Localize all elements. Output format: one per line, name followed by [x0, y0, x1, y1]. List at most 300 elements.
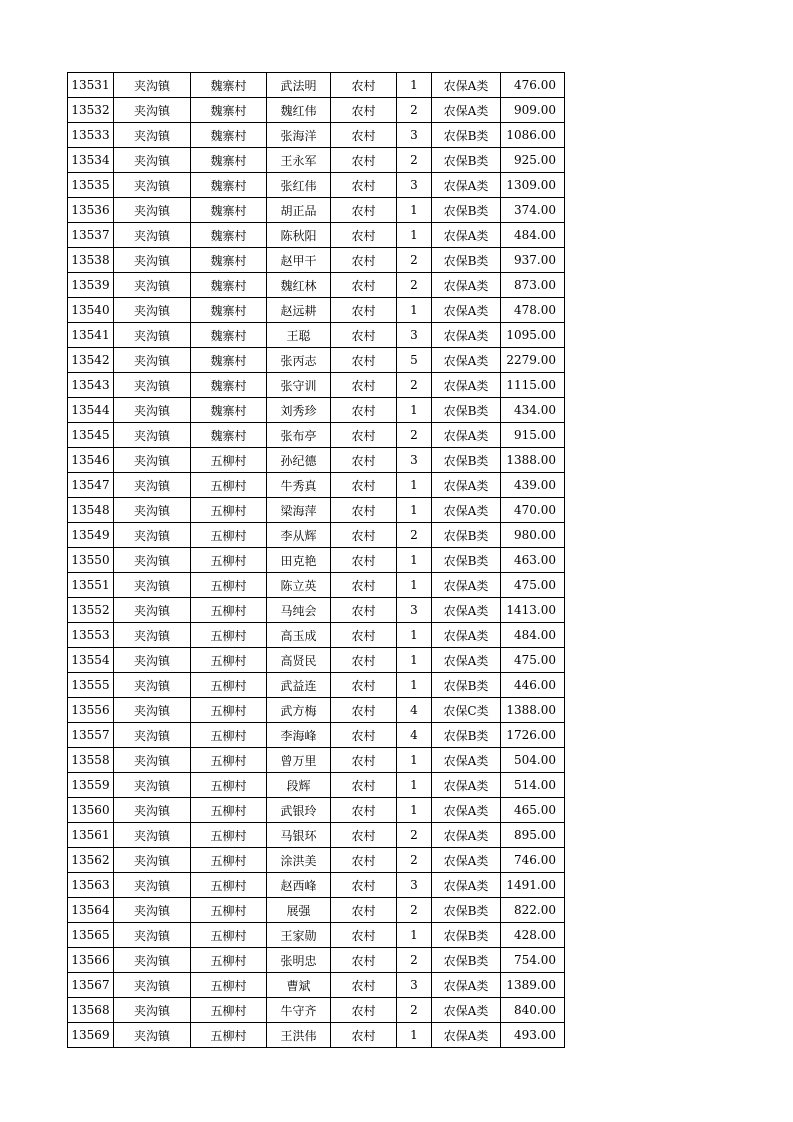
cell-name: 展强: [267, 898, 331, 923]
cell-village: 五柳村: [191, 773, 267, 798]
cell-count: 1: [397, 198, 432, 223]
cell-type: 农村: [331, 923, 397, 948]
cell-amount: 1388.00: [501, 448, 565, 473]
cell-village: 五柳村: [191, 1023, 267, 1048]
cell-count: 2: [397, 898, 432, 923]
cell-type: 农村: [331, 873, 397, 898]
cell-type: 农村: [331, 798, 397, 823]
cell-category: 农保A类: [432, 773, 501, 798]
cell-town: 夹沟镇: [114, 448, 191, 473]
cell-town: 夹沟镇: [114, 223, 191, 248]
cell-count: 1: [397, 298, 432, 323]
cell-amount: 446.00: [501, 673, 565, 698]
cell-amount: 1491.00: [501, 873, 565, 898]
cell-type: 农村: [331, 973, 397, 998]
table-row: [68, 923, 565, 948]
cell-count: 1: [397, 473, 432, 498]
cell-name: 陈秋阳: [267, 223, 331, 248]
table-row: [68, 273, 565, 298]
cell-type: 农村: [331, 498, 397, 523]
table-row: [68, 623, 565, 648]
table-row: [68, 873, 565, 898]
cell-id: 13539: [68, 273, 114, 298]
cell-name: 赵西峰: [267, 873, 331, 898]
cell-id: 13562: [68, 848, 114, 873]
cell-id: 13560: [68, 798, 114, 823]
cell-town: 夹沟镇: [114, 748, 191, 773]
cell-type: 农村: [331, 348, 397, 373]
cell-type: 农村: [331, 998, 397, 1023]
cell-type: 农村: [331, 848, 397, 873]
cell-town: 夹沟镇: [114, 923, 191, 948]
cell-village: 五柳村: [191, 498, 267, 523]
cell-village: 魏寨村: [191, 348, 267, 373]
cell-name: 王家勋: [267, 923, 331, 948]
cell-id: 13563: [68, 873, 114, 898]
cell-amount: 754.00: [501, 948, 565, 973]
cell-town: 夹沟镇: [114, 398, 191, 423]
cell-name: 张丙志: [267, 348, 331, 373]
cell-name: 武益连: [267, 673, 331, 698]
cell-town: 夹沟镇: [114, 873, 191, 898]
cell-amount: 1309.00: [501, 173, 565, 198]
cell-town: 夹沟镇: [114, 423, 191, 448]
cell-category: 农保A类: [432, 798, 501, 823]
cell-category: 农保A类: [432, 848, 501, 873]
cell-count: 1: [397, 573, 432, 598]
cell-count: 2: [397, 148, 432, 173]
cell-town: 夹沟镇: [114, 823, 191, 848]
cell-village: 五柳村: [191, 723, 267, 748]
cell-id: 13567: [68, 973, 114, 998]
cell-village: 五柳村: [191, 823, 267, 848]
cell-id: 13541: [68, 323, 114, 348]
cell-type: 农村: [331, 823, 397, 848]
cell-name: 张布亭: [267, 423, 331, 448]
cell-id: 13558: [68, 748, 114, 773]
cell-name: 张明忠: [267, 948, 331, 973]
cell-village: 魏寨村: [191, 398, 267, 423]
cell-town: 夹沟镇: [114, 723, 191, 748]
table-row: [68, 373, 565, 398]
cell-type: 农村: [331, 648, 397, 673]
cell-type: 农村: [331, 598, 397, 623]
cell-town: 夹沟镇: [114, 898, 191, 923]
cell-town: 夹沟镇: [114, 598, 191, 623]
table-row: [68, 123, 565, 148]
cell-amount: 1115.00: [501, 373, 565, 398]
cell-count: 1: [397, 623, 432, 648]
cell-type: 农村: [331, 623, 397, 648]
cell-count: 1: [397, 223, 432, 248]
table-row: [68, 223, 565, 248]
cell-id: 13549: [68, 523, 114, 548]
cell-category: 农保A类: [432, 298, 501, 323]
cell-name: 张红伟: [267, 173, 331, 198]
cell-village: 魏寨村: [191, 323, 267, 348]
cell-amount: 434.00: [501, 398, 565, 423]
cell-amount: 478.00: [501, 298, 565, 323]
cell-category: 农保A类: [432, 823, 501, 848]
cell-type: 农村: [331, 698, 397, 723]
cell-category: 农保A类: [432, 348, 501, 373]
cell-type: 农村: [331, 548, 397, 573]
table-row: [68, 448, 565, 473]
cell-town: 夹沟镇: [114, 473, 191, 498]
cell-category: 农保A类: [432, 748, 501, 773]
cell-town: 夹沟镇: [114, 848, 191, 873]
cell-village: 五柳村: [191, 623, 267, 648]
cell-amount: 475.00: [501, 648, 565, 673]
cell-id: 13569: [68, 1023, 114, 1048]
cell-village: 魏寨村: [191, 298, 267, 323]
cell-id: 13531: [68, 73, 114, 98]
table-row: [68, 598, 565, 623]
cell-village: 五柳村: [191, 973, 267, 998]
cell-id: 13532: [68, 98, 114, 123]
cell-type: 农村: [331, 148, 397, 173]
cell-count: 3: [397, 323, 432, 348]
cell-amount: 463.00: [501, 548, 565, 573]
cell-type: 农村: [331, 448, 397, 473]
cell-town: 夹沟镇: [114, 173, 191, 198]
cell-amount: 484.00: [501, 623, 565, 648]
cell-name: 孙纪德: [267, 448, 331, 473]
table-row: [68, 323, 565, 348]
cell-amount: 504.00: [501, 748, 565, 773]
cell-id: 13537: [68, 223, 114, 248]
cell-name: 王洪伟: [267, 1023, 331, 1048]
cell-id: 13543: [68, 373, 114, 398]
cell-town: 夹沟镇: [114, 648, 191, 673]
cell-category: 农保A类: [432, 323, 501, 348]
cell-id: 13550: [68, 548, 114, 573]
cell-category: 农保A类: [432, 373, 501, 398]
cell-amount: 895.00: [501, 823, 565, 848]
cell-town: 夹沟镇: [114, 198, 191, 223]
cell-count: 3: [397, 873, 432, 898]
cell-amount: 1413.00: [501, 598, 565, 623]
cell-village: 魏寨村: [191, 373, 267, 398]
cell-town: 夹沟镇: [114, 998, 191, 1023]
table-row: [68, 98, 565, 123]
cell-name: 武银玲: [267, 798, 331, 823]
cell-town: 夹沟镇: [114, 673, 191, 698]
cell-town: 夹沟镇: [114, 623, 191, 648]
cell-type: 农村: [331, 748, 397, 773]
cell-village: 五柳村: [191, 448, 267, 473]
cell-amount: 514.00: [501, 773, 565, 798]
cell-amount: 465.00: [501, 798, 565, 823]
table-row: [68, 723, 565, 748]
cell-amount: 493.00: [501, 1023, 565, 1048]
cell-town: 夹沟镇: [114, 948, 191, 973]
cell-village: 五柳村: [191, 873, 267, 898]
cell-count: 1: [397, 648, 432, 673]
cell-count: 5: [397, 348, 432, 373]
cell-town: 夹沟镇: [114, 523, 191, 548]
cell-category: 农保B类: [432, 123, 501, 148]
cell-name: 赵远耕: [267, 298, 331, 323]
cell-count: 3: [397, 973, 432, 998]
cell-name: 马银环: [267, 823, 331, 848]
cell-type: 农村: [331, 373, 397, 398]
cell-amount: 1726.00: [501, 723, 565, 748]
cell-name: 马纯会: [267, 598, 331, 623]
table-row: [68, 298, 565, 323]
cell-village: 魏寨村: [191, 148, 267, 173]
cell-category: 农保A类: [432, 498, 501, 523]
cell-type: 农村: [331, 1023, 397, 1048]
cell-name: 牛守齐: [267, 998, 331, 1023]
cell-name: 曹斌: [267, 973, 331, 998]
cell-amount: 1389.00: [501, 973, 565, 998]
cell-category: 农保A类: [432, 223, 501, 248]
cell-amount: 1388.00: [501, 698, 565, 723]
cell-category: 农保A类: [432, 598, 501, 623]
cell-amount: 475.00: [501, 573, 565, 598]
table-row: [68, 198, 565, 223]
cell-village: 五柳村: [191, 598, 267, 623]
cell-town: 夹沟镇: [114, 1023, 191, 1048]
cell-name: 牛秀真: [267, 473, 331, 498]
cell-id: 13566: [68, 948, 114, 973]
cell-id: 13540: [68, 298, 114, 323]
cell-name: 陈立英: [267, 573, 331, 598]
cell-category: 农保A类: [432, 473, 501, 498]
cell-town: 夹沟镇: [114, 73, 191, 98]
cell-amount: 873.00: [501, 273, 565, 298]
cell-category: 农保C类: [432, 698, 501, 723]
table-row: [68, 673, 565, 698]
cell-amount: 1095.00: [501, 323, 565, 348]
table-row: [68, 348, 565, 373]
cell-name: 武法明: [267, 73, 331, 98]
cell-name: 张海洋: [267, 123, 331, 148]
cell-count: 1: [397, 798, 432, 823]
table-row: [68, 248, 565, 273]
cell-id: 13557: [68, 723, 114, 748]
cell-count: 2: [397, 98, 432, 123]
cell-name: 李从辉: [267, 523, 331, 548]
cell-village: 五柳村: [191, 748, 267, 773]
cell-category: 农保A类: [432, 173, 501, 198]
cell-category: 农保A类: [432, 648, 501, 673]
cell-village: 五柳村: [191, 798, 267, 823]
cell-type: 农村: [331, 323, 397, 348]
cell-category: 农保A类: [432, 73, 501, 98]
cell-type: 农村: [331, 398, 397, 423]
cell-type: 农村: [331, 898, 397, 923]
table-row: [68, 573, 565, 598]
cell-category: 农保A类: [432, 273, 501, 298]
cell-id: 13551: [68, 573, 114, 598]
cell-id: 13545: [68, 423, 114, 448]
cell-count: 1: [397, 673, 432, 698]
cell-id: 13548: [68, 498, 114, 523]
cell-count: 1: [397, 748, 432, 773]
cell-village: 五柳村: [191, 948, 267, 973]
cell-town: 夹沟镇: [114, 573, 191, 598]
cell-village: 五柳村: [191, 473, 267, 498]
cell-id: 13538: [68, 248, 114, 273]
cell-type: 农村: [331, 773, 397, 798]
cell-count: 2: [397, 523, 432, 548]
cell-id: 13554: [68, 648, 114, 673]
cell-village: 魏寨村: [191, 73, 267, 98]
cell-id: 13536: [68, 198, 114, 223]
cell-count: 4: [397, 698, 432, 723]
cell-category: 农保A类: [432, 573, 501, 598]
cell-village: 五柳村: [191, 898, 267, 923]
cell-count: 1: [397, 1023, 432, 1048]
cell-id: 13559: [68, 773, 114, 798]
cell-type: 农村: [331, 73, 397, 98]
table-row: [68, 523, 565, 548]
cell-count: 1: [397, 773, 432, 798]
cell-name: 刘秀珍: [267, 398, 331, 423]
table-row: [68, 823, 565, 848]
cell-count: 2: [397, 848, 432, 873]
cell-category: 农保B类: [432, 923, 501, 948]
cell-id: 13535: [68, 173, 114, 198]
cell-category: 农保B类: [432, 948, 501, 973]
cell-count: 3: [397, 598, 432, 623]
cell-id: 13533: [68, 123, 114, 148]
table-body: [68, 73, 565, 1048]
cell-count: 3: [397, 123, 432, 148]
cell-village: 五柳村: [191, 848, 267, 873]
cell-village: 五柳村: [191, 698, 267, 723]
cell-amount: 374.00: [501, 198, 565, 223]
cell-town: 夹沟镇: [114, 698, 191, 723]
cell-type: 农村: [331, 248, 397, 273]
cell-village: 魏寨村: [191, 98, 267, 123]
cell-amount: 470.00: [501, 498, 565, 523]
cell-category: 农保A类: [432, 1023, 501, 1048]
table-row: [68, 848, 565, 873]
cell-name: 魏红伟: [267, 98, 331, 123]
table-row: [68, 898, 565, 923]
cell-village: 魏寨村: [191, 273, 267, 298]
cell-id: 13547: [68, 473, 114, 498]
cell-name: 田克艳: [267, 548, 331, 573]
cell-village: 魏寨村: [191, 248, 267, 273]
cell-village: 魏寨村: [191, 123, 267, 148]
cell-id: 13565: [68, 923, 114, 948]
cell-amount: 428.00: [501, 923, 565, 948]
cell-name: 曾万里: [267, 748, 331, 773]
cell-type: 农村: [331, 98, 397, 123]
cell-id: 13546: [68, 448, 114, 473]
cell-type: 农村: [331, 673, 397, 698]
cell-amount: 822.00: [501, 898, 565, 923]
cell-category: 农保B类: [432, 148, 501, 173]
cell-village: 魏寨村: [191, 198, 267, 223]
cell-town: 夹沟镇: [114, 298, 191, 323]
cell-type: 农村: [331, 223, 397, 248]
cell-town: 夹沟镇: [114, 98, 191, 123]
cell-town: 夹沟镇: [114, 973, 191, 998]
cell-id: 13556: [68, 698, 114, 723]
cell-count: 1: [397, 398, 432, 423]
cell-category: 农保B类: [432, 898, 501, 923]
cell-id: 13555: [68, 673, 114, 698]
cell-category: 农保A类: [432, 973, 501, 998]
cell-count: 2: [397, 823, 432, 848]
cell-count: 2: [397, 423, 432, 448]
cell-count: 2: [397, 948, 432, 973]
table-row: [68, 748, 565, 773]
table-row: [68, 73, 565, 98]
cell-amount: 909.00: [501, 98, 565, 123]
cell-town: 夹沟镇: [114, 148, 191, 173]
cell-name: 涂洪美: [267, 848, 331, 873]
cell-amount: 746.00: [501, 848, 565, 873]
cell-type: 农村: [331, 523, 397, 548]
cell-count: 3: [397, 448, 432, 473]
cell-amount: 840.00: [501, 998, 565, 1023]
cell-type: 农村: [331, 473, 397, 498]
cell-amount: 937.00: [501, 248, 565, 273]
cell-village: 五柳村: [191, 573, 267, 598]
cell-town: 夹沟镇: [114, 123, 191, 148]
cell-amount: 915.00: [501, 423, 565, 448]
cell-count: 1: [397, 73, 432, 98]
table-row: [68, 423, 565, 448]
cell-type: 农村: [331, 948, 397, 973]
cell-town: 夹沟镇: [114, 323, 191, 348]
table-row: [68, 773, 565, 798]
cell-count: 1: [397, 498, 432, 523]
cell-type: 农村: [331, 198, 397, 223]
cell-amount: 925.00: [501, 148, 565, 173]
cell-village: 五柳村: [191, 548, 267, 573]
cell-count: 1: [397, 548, 432, 573]
cell-village: 魏寨村: [191, 173, 267, 198]
cell-id: 13568: [68, 998, 114, 1023]
cell-count: 2: [397, 273, 432, 298]
cell-amount: 2279.00: [501, 348, 565, 373]
cell-village: 五柳村: [191, 648, 267, 673]
table-row: [68, 948, 565, 973]
table-row: [68, 498, 565, 523]
cell-id: 13553: [68, 623, 114, 648]
cell-type: 农村: [331, 723, 397, 748]
cell-id: 13561: [68, 823, 114, 848]
cell-name: 赵甲干: [267, 248, 331, 273]
cell-amount: 476.00: [501, 73, 565, 98]
cell-name: 魏红林: [267, 273, 331, 298]
table-row: [68, 548, 565, 573]
cell-name: 高贤民: [267, 648, 331, 673]
cell-count: 4: [397, 723, 432, 748]
cell-name: 高玉成: [267, 623, 331, 648]
cell-type: 农村: [331, 273, 397, 298]
table-row: [68, 973, 565, 998]
cell-amount: 484.00: [501, 223, 565, 248]
cell-village: 五柳村: [191, 998, 267, 1023]
cell-type: 农村: [331, 573, 397, 598]
cell-count: 3: [397, 173, 432, 198]
cell-type: 农村: [331, 173, 397, 198]
table-row: [68, 648, 565, 673]
cell-village: 五柳村: [191, 523, 267, 548]
cell-category: 农保A类: [432, 98, 501, 123]
cell-count: 1: [397, 923, 432, 948]
table-row: [68, 998, 565, 1023]
cell-town: 夹沟镇: [114, 373, 191, 398]
